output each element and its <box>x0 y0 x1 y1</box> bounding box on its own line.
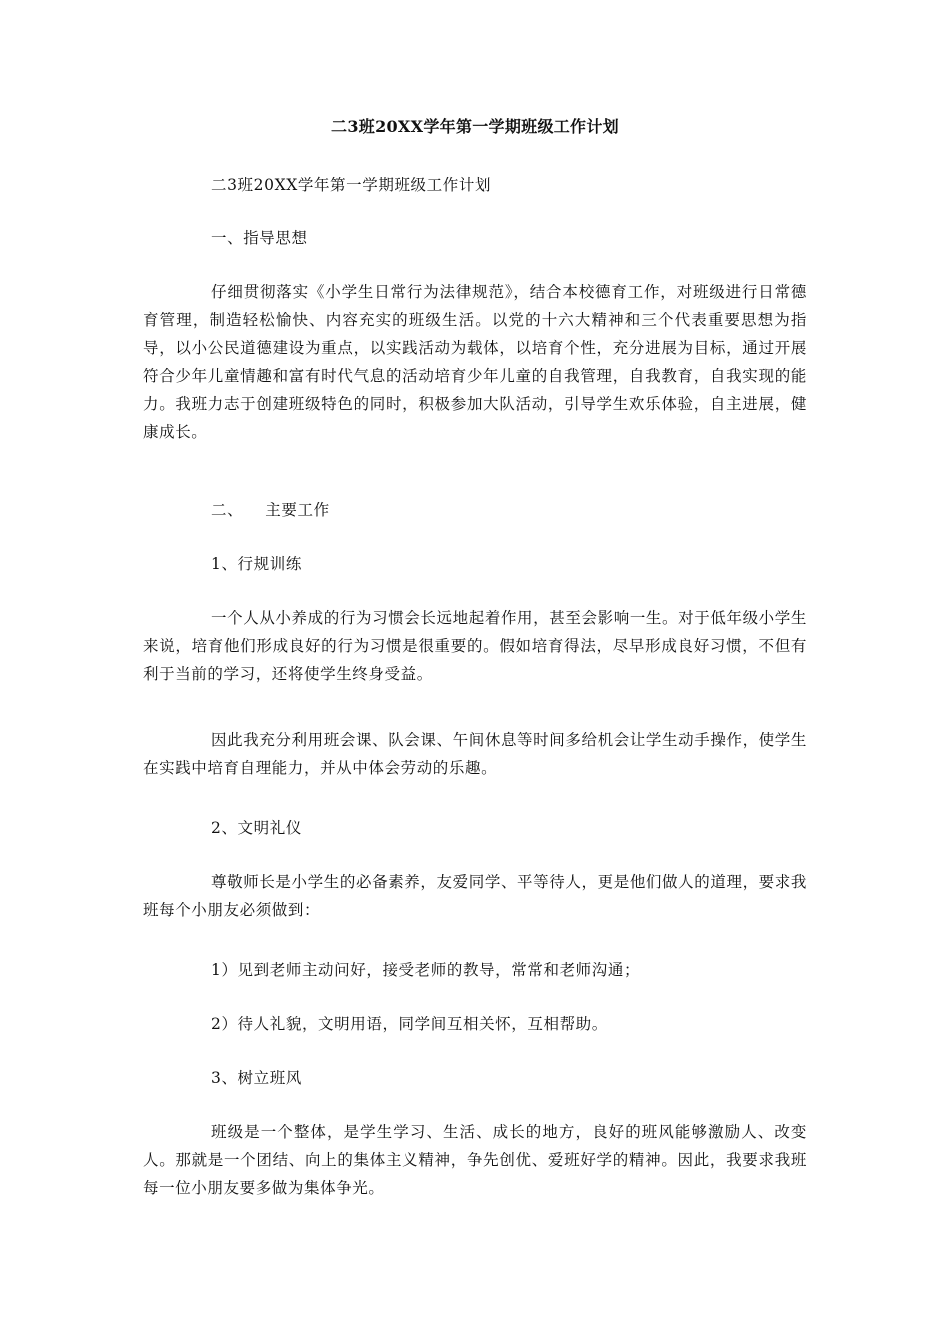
list-item-polite-manners: 2）待人礼貌，文明用语，同学间互相关怀，互相帮助。 <box>211 1015 608 1033</box>
item-heading-civility-etiquette: 2、文明礼仪 <box>211 819 302 837</box>
document-subtitle: 二3班20XX学年第一学期班级工作计划 <box>211 176 492 194</box>
item-heading-class-spirit: 3、树立班风 <box>211 1069 302 1087</box>
paragraph-behavior-habits: 一个人从小养成的行为习惯会长远地起着作用，甚至会影响一生。对于低年级小学生来说，培育他们形成良好的行为习惯是很重要的。假如培育得法，尽早形成良好习惯，不但有利于当前的学习，还将使学生终身受益。 <box>143 609 807 683</box>
document-title: 二3班20XX学年第一学期班级工作计划 <box>331 117 619 136</box>
paragraph-respect-teachers: 尊敬师长是小学生的必备素养，友爱同学、平等待人，更是他们做人的道理，要求我班每个小朋友必须做到： <box>143 873 807 919</box>
section-heading-main-work: 二、 主要工作 <box>211 501 330 519</box>
paragraph-class-spirit: 班级是一个整体，是学生学习、生活、成长的地方，良好的班风能够激励人、改变人。那就是一个团结、向上的集体主义精神，争先创优、爱班好学的精神。因此，我要求我班每一位小朋友要多做为集体争光。 <box>143 1123 807 1197</box>
paragraph-guiding-ideology: 仔细贯彻落实《小学生日常行为法律规范》，结合本校德育工作，对班级进行日常德育管理，制造轻松愉快、内容充实的班级生活。以党的十六大精神和三个代表重要思想为指导，以小公民道德建设为重点，以实践活动为载体，以培育个性，充分进展为目标，通过开展符合少年儿童情趣和富有时代气息的活动培育少年儿童的自我管理，自我教育，自我实现的能力。我班力志于创建班级特色的同时，积极参加大队活动，引导学生欢乐体验，自主进展，健康成长。 <box>143 283 807 441</box>
section-heading-guiding-ideology: 一、指导思想 <box>211 229 308 247</box>
item-heading-behavior-training: 1、行规训练 <box>211 555 302 573</box>
paragraph-self-care-practice: 因此我充分利用班会课、队会课、午间休息等时间多给机会让学生动手操作，使学生在实践中培育自理能力，并从中体会劳动的乐趣。 <box>143 731 807 777</box>
list-item-greet-teachers: 1）见到老师主动问好，接受老师的教导，常常和老师沟通； <box>211 961 641 979</box>
